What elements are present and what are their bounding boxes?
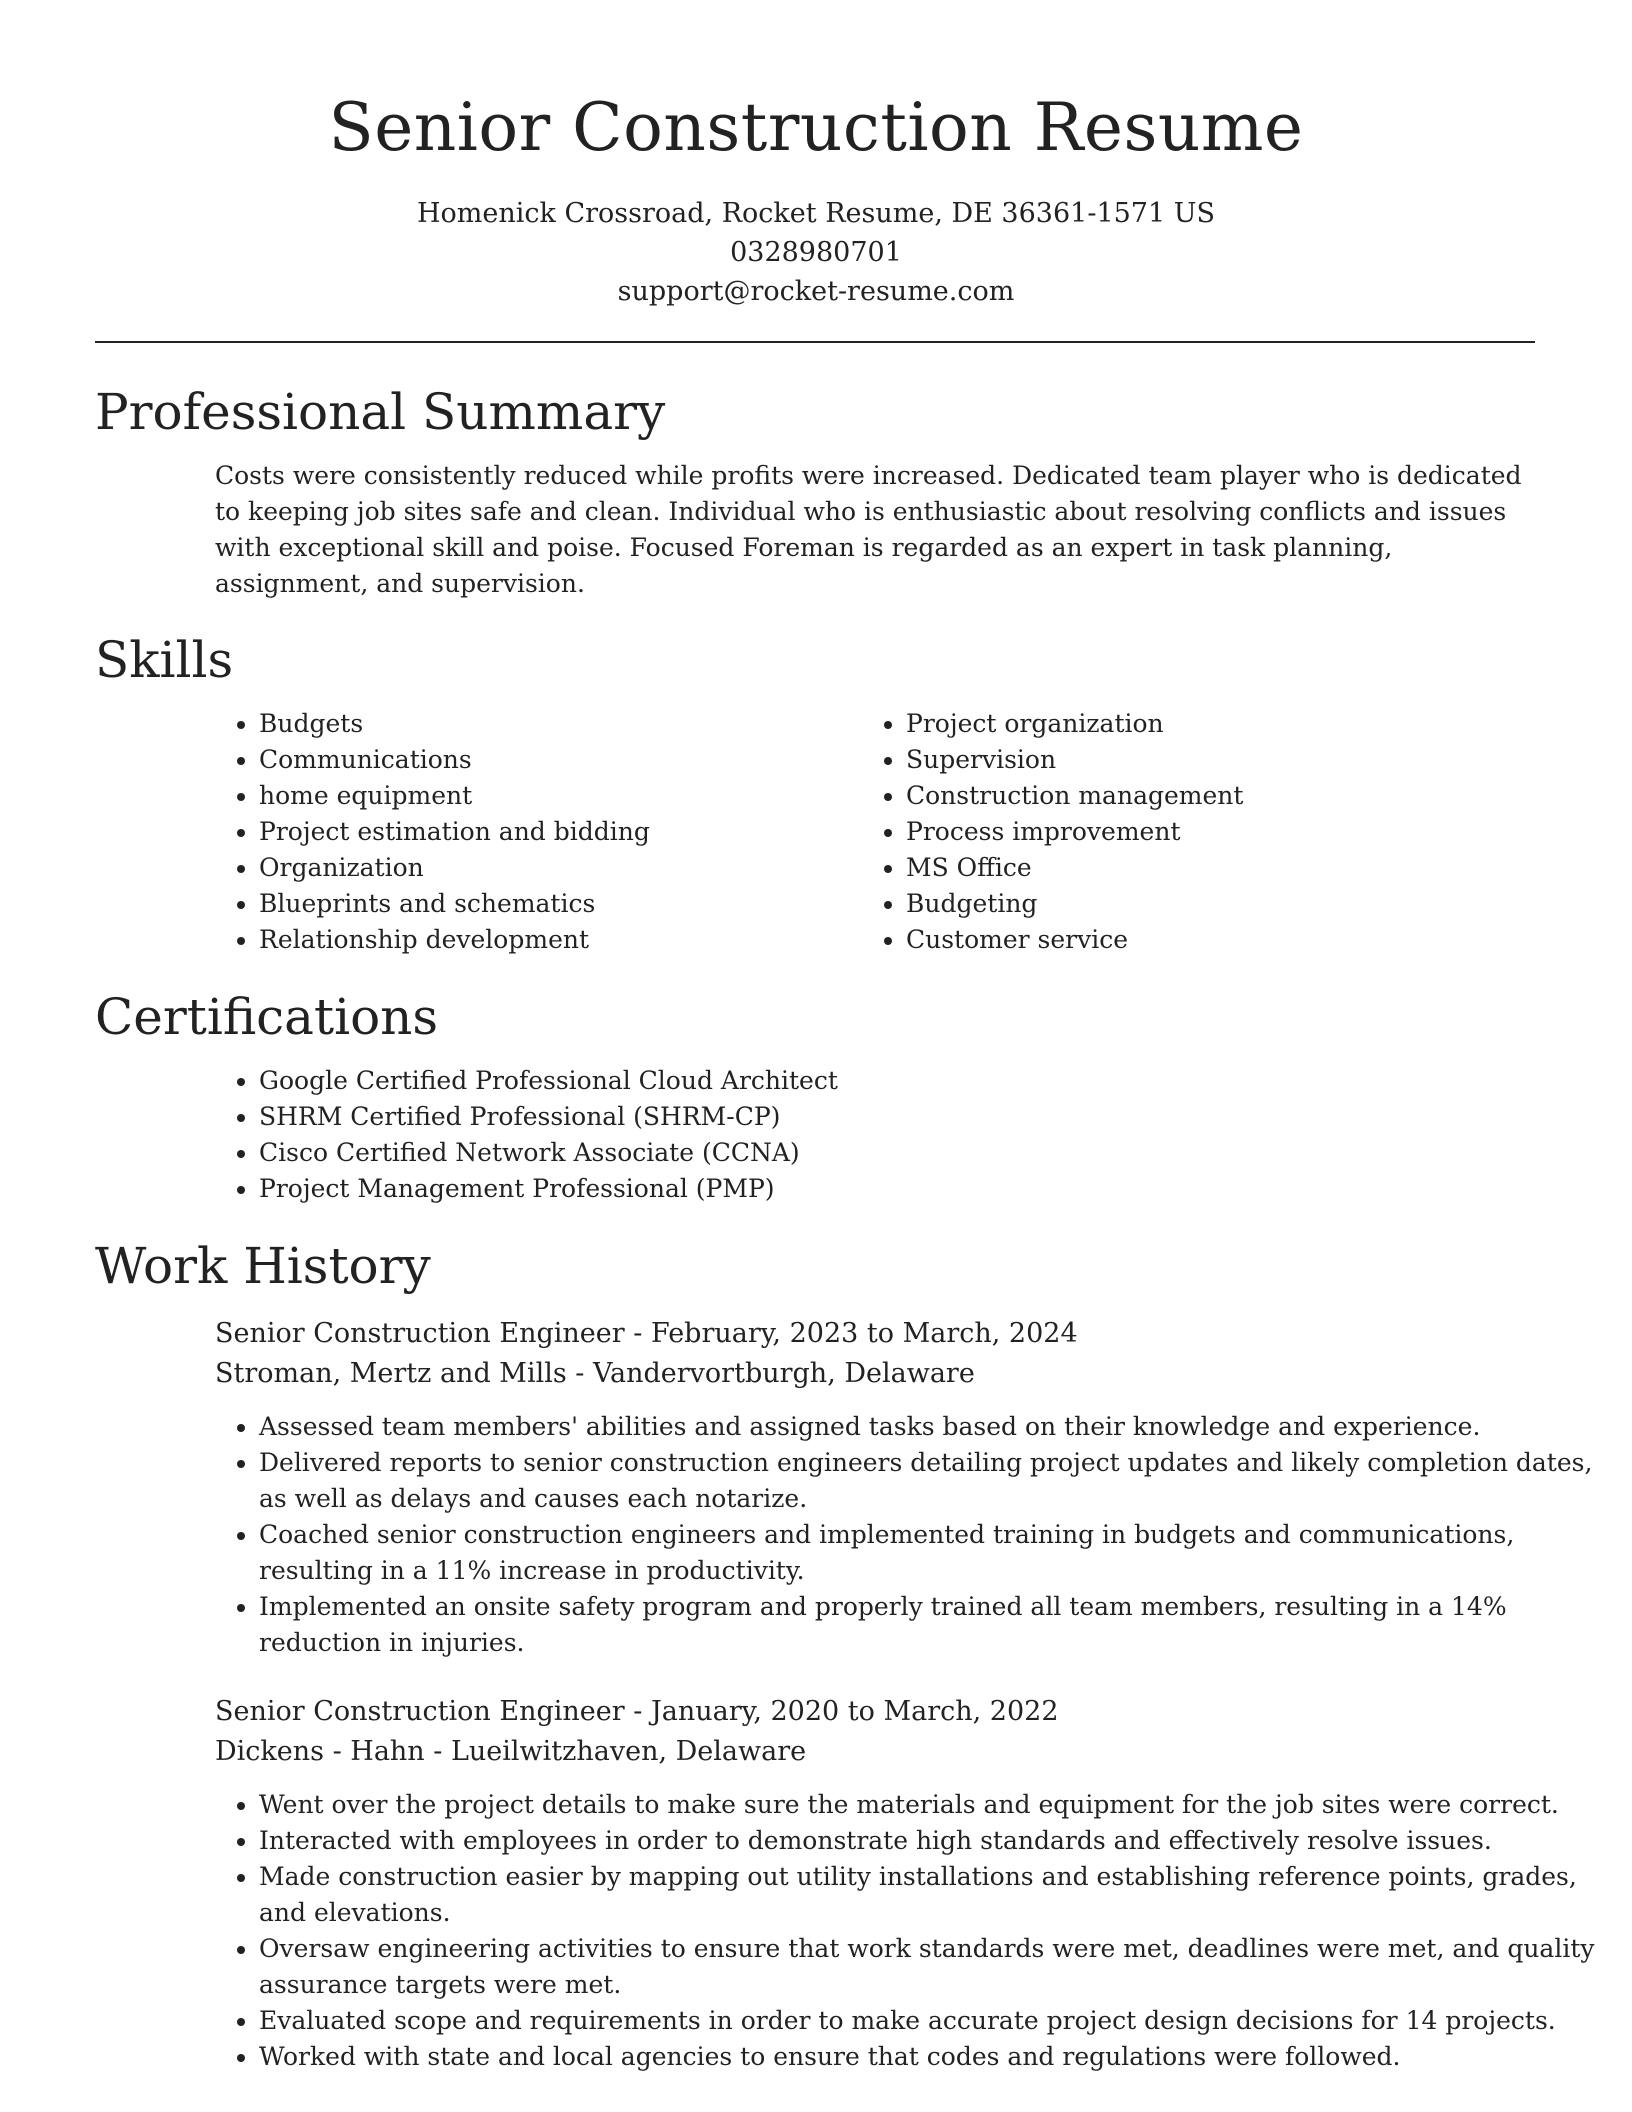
job-title-line: Senior Construction Engineer - January, 2020 to March, 2022 <box>215 1696 1059 1727</box>
list-item: • SHRM Certified Professional (SHRM-CP) <box>259 1099 1579 1135</box>
list-item: • Made construction easier by mapping out utility installations and establishing reference points, grades, and elevations. <box>259 1859 1599 1931</box>
contact-phone: 0328980701 <box>730 237 902 268</box>
work-history-heading: Work History <box>95 1237 431 1295</box>
list-item: • Worked with state and local agencies to ensure that codes and regulations were followed. <box>259 2039 1599 2075</box>
list-item: • Construction management <box>906 778 1546 814</box>
list-item: • Customer service <box>906 922 1546 958</box>
list-item: • Project organization <box>906 706 1546 742</box>
resume-title: Senior Construction Resume <box>328 89 1304 166</box>
contact-block <box>0 194 1632 311</box>
header-divider <box>95 341 1535 343</box>
contact-address: Homenick Crossroad, Rocket Resume, DE 36361-1571 US <box>417 198 1215 229</box>
list-item: • Budgeting <box>906 886 1546 922</box>
certifications-heading: Certifications <box>95 988 439 1046</box>
list-item: • Blueprints and schematics <box>259 886 859 922</box>
summary-heading: Professional Summary <box>95 383 666 441</box>
skills-list-left <box>215 706 859 958</box>
list-item: • Project estimation and bidding <box>259 814 859 850</box>
list-item: • Project Management Professional (PMP) <box>259 1171 1579 1207</box>
job-company-line: Stroman, Mertz and Mills - Vandervortburgh, Delaware <box>215 1358 975 1389</box>
job-bullets <box>215 1409 1599 1661</box>
job-title-line: Senior Construction Engineer - February, 2023 to March, 2024 <box>215 1318 1078 1349</box>
skills-list-right <box>862 706 1546 958</box>
list-item: • Oversaw engineering activities to ensure that work standards were met, deadlines were met, and quality assurance targets were met. <box>259 1931 1599 2003</box>
list-item: • home equipment <box>259 778 859 814</box>
list-item: • MS Office <box>906 850 1546 886</box>
list-item: • Delivered reports to senior construction engineers detailing project updates and likely completion dates, as well as delays and causes each notarize. <box>259 1445 1599 1517</box>
list-item: • Cisco Certified Network Associate (CCNA) <box>259 1135 1579 1171</box>
job-company-line: Dickens - Hahn - Lueilwitzhaven, Delaware <box>215 1736 807 1767</box>
summary-text: Costs were consistently reduced while profits were increased. Dedicated team player who is dedicated to keeping job sites safe and clean. Individual who is enthusiastic about resolving conflicts and issues with exceptional skill and poise. Focused Foreman is regarded as an expert in task planning, assignment, and supervision. <box>215 461 1522 598</box>
list-item: • Coached senior construction engineers and implemented training in budgets and communications, resulting in a 11% increase in productivity. <box>259 1517 1599 1589</box>
list-item: • Assessed team members' abilities and assigned tasks based on their knowledge and experience. <box>259 1409 1599 1445</box>
list-item: • Evaluated scope and requirements in order to make accurate project design decisions for 14 projects. <box>259 2003 1599 2039</box>
list-item: • Relationship development <box>259 922 859 958</box>
list-item: • Organization <box>259 850 859 886</box>
list-item: • Communications <box>259 742 859 778</box>
list-item: • Supervision <box>906 742 1546 778</box>
resume-header <box>0 0 1632 311</box>
list-item: • Went over the project details to make sure the materials and equipment for the job sites were correct. <box>259 1787 1599 1823</box>
list-item: • Interacted with employees in order to demonstrate high standards and effectively resolve issues. <box>259 1823 1599 1859</box>
contact-email: support@rocket-resume.com <box>617 276 1015 307</box>
certifications-list <box>215 1063 1579 1207</box>
list-item: • Google Certified Professional Cloud Architect <box>259 1063 1579 1099</box>
list-item: • Process improvement <box>906 814 1546 850</box>
list-item: • Budgets <box>259 706 859 742</box>
job-bullets <box>215 1787 1599 2075</box>
list-item: • Implemented an onsite safety program and properly trained all team members, resulting in a 14% reduction in injuries. <box>259 1589 1599 1661</box>
skills-heading: Skills <box>95 631 234 689</box>
